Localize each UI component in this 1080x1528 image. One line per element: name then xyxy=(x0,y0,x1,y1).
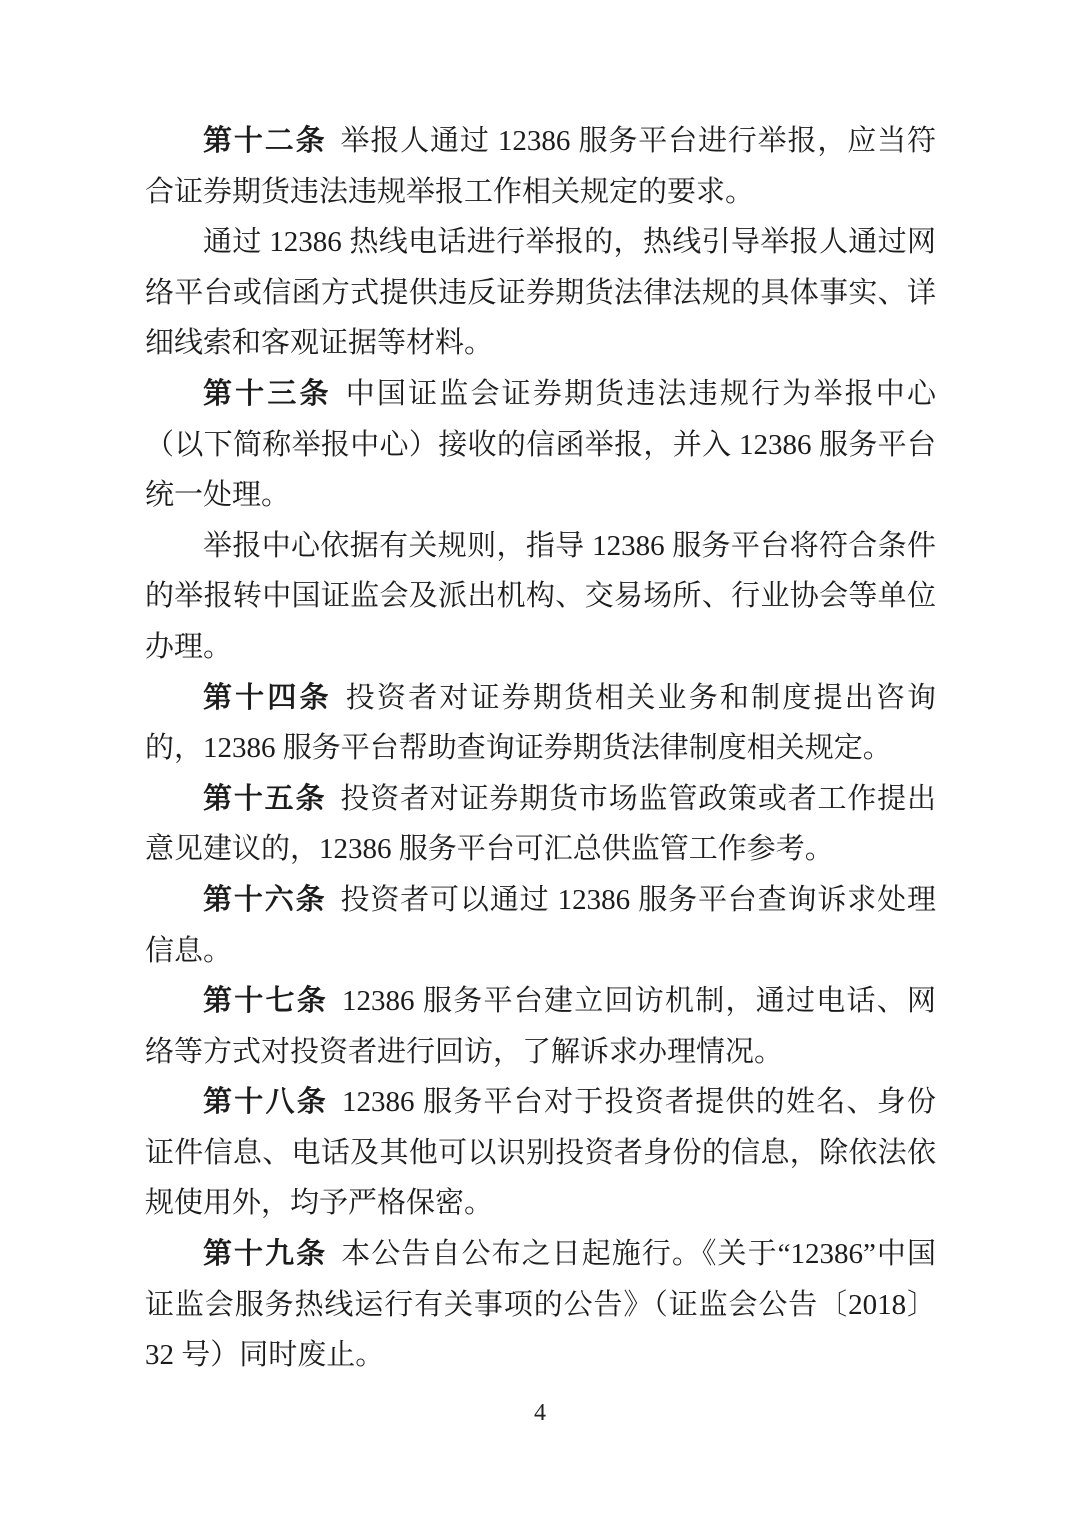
paragraph-article-13 xyxy=(145,369,936,521)
paragraph-article-17 xyxy=(145,976,936,1077)
paragraph-text: 12386 服务平台对于投资者提供的姓名、身份证件信息、电话及其他可以识别投资者身份的信息，除依法依规使用外，均予严格保密。 xyxy=(145,1086,936,1220)
article-number: 第十七条 xyxy=(203,985,328,1018)
article-number: 第十五条 xyxy=(203,782,327,815)
paragraph-article-16 xyxy=(145,875,936,976)
paragraph-article-15 xyxy=(145,774,936,875)
paragraph-article-18 xyxy=(145,1077,936,1229)
paragraph-article-19 xyxy=(145,1229,936,1381)
paragraph-text: 投资者对证券期货相关业务和制度提出咨询的，12386 服务平台帮助查询证券期货法律制度相关规定。 xyxy=(145,681,936,765)
article-number: 第十四条 xyxy=(203,681,332,714)
paragraph-text: 举报中心依据有关规则，指导 12386 服务平台将符合条件的举报转中国证监会及派出机构、交易场所、行业协会等单位办理。 xyxy=(145,529,936,663)
paragraph-report-center xyxy=(145,521,936,673)
paragraph-text: 投资者对证券期货市场监管政策或者工作提出意见建议的，12386 服务平台可汇总供监管工作参考。 xyxy=(145,782,936,866)
paragraph-text: 举报人通过 12386 服务平台进行举报，应当符合证券期货违法违规举报工作相关规定的要求。 xyxy=(145,125,936,208)
paragraph-text: 中国证监会证券期货违法违规行为举报中心（以下简称举报中心）接收的信函举报，并入 12386 服务平台统一处理。 xyxy=(145,377,936,512)
article-number: 第十二条 xyxy=(203,125,327,157)
paragraph-article-14 xyxy=(145,673,936,774)
paragraph-hotline-guidance xyxy=(145,217,936,369)
paragraph-text: 投资者可以通过 12386 服务平台查询诉求处理信息。 xyxy=(145,883,936,967)
article-number: 第十九条 xyxy=(203,1238,328,1271)
paragraph-text: 通过 12386 热线电话进行举报的，热线引导举报人通过网络平台或信函方式提供违反证券期货法律法规的具体事实、详细线索和客观证据等材料。 xyxy=(145,226,936,360)
article-number: 第十八条 xyxy=(203,1086,328,1119)
paragraph-text: 12386 服务平台建立回访机制，通过电话、网络等方式对投资者进行回访，了解诉求办理情况。 xyxy=(145,985,936,1068)
article-number: 第十三条 xyxy=(203,377,332,410)
page-number: 4 xyxy=(534,1400,546,1426)
article-number: 第十六条 xyxy=(203,883,327,916)
paragraph-article-12 xyxy=(145,116,936,217)
document-body xyxy=(145,116,936,1381)
paragraph-text: 本公告自公布之日起施行。《关于“12386”中国证监会服务热线运行有关事项的公告》（证监会公告〔2018〕32 号）同时废止。 xyxy=(145,1238,936,1372)
